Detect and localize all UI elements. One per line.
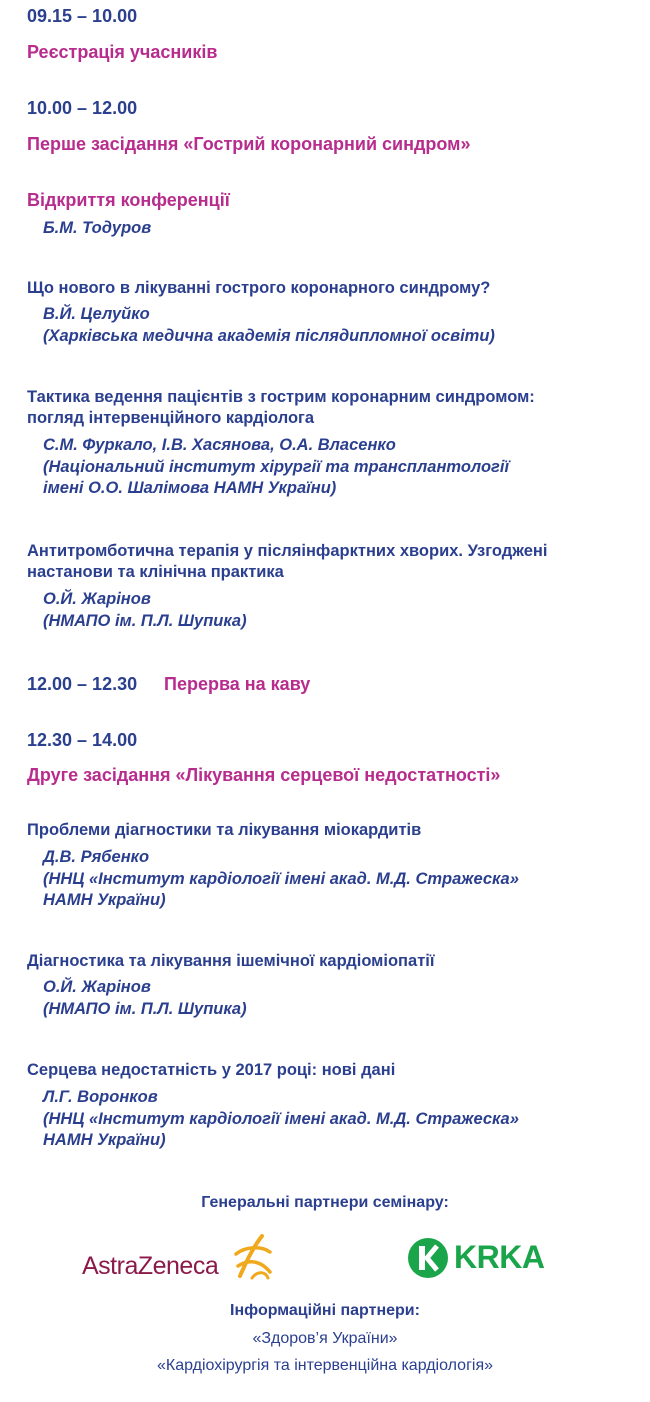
talk-5-speaker-block — [43, 977, 247, 1020]
talk-6-speaker-block — [43, 1087, 519, 1152]
astrazeneca-symbol-icon — [232, 1232, 274, 1282]
talk-3-affiliation: (НМАПО ім. П.Л. Шупика) — [43, 611, 247, 630]
astrazeneca-wordmark: AstraZeneca — [82, 1252, 219, 1280]
opening-title: Відкриття конференції — [27, 190, 230, 210]
info-partner-2: «Кардіохірургія та інтервенційна кардіологія» — [156, 1357, 494, 1374]
talk-4-affiliation-line-1: (ННЦ «Інститут кардіології імені акад. М.Д. Стражеска» — [43, 869, 519, 888]
talk-6-title: Серцева недостатність у 2017 році: нові дані — [27, 1061, 396, 1079]
talk-6-speaker: Л.Г. Воронков — [43, 1088, 158, 1106]
krka-wordmark: KRKA — [454, 1239, 545, 1275]
time-slot-3: 12.30 – 14.00 — [27, 730, 138, 750]
talk-6-affiliation-line-1: (ННЦ «Інститут кардіології імені акад. М.Д. Стражеска» — [43, 1109, 519, 1128]
opening-speaker: Б.М. Тодуров — [43, 219, 152, 237]
talk-1-speaker: В.Й. Целуйко — [43, 305, 150, 323]
talk-3-speaker: О.Й. Жарінов — [43, 590, 151, 608]
talk-3-title-block — [27, 541, 547, 583]
talk-2-affiliation-line-2: імені О.О. Шалімова НАМН України) — [43, 479, 337, 497]
info-partner-1: «Здоров’я України» — [252, 1330, 398, 1347]
session-1-title: Перше засідання «Гострий коронарний синдром» — [27, 134, 471, 154]
talk-2-speaker-block — [43, 435, 509, 500]
talk-5-speaker: О.Й. Жарінов — [43, 978, 151, 996]
talk-1-affiliation: (Харківська медична академія післядипломної освіти) — [43, 326, 495, 345]
talk-2-title-line-1: Тактика ведення пацієнтів з гострим коронарним синдромом: — [27, 388, 535, 406]
talk-1-speaker-block — [43, 304, 495, 347]
general-partners-title: Генеральні партнери семінару: — [201, 1194, 449, 1211]
talk-4-speaker-block — [43, 847, 519, 912]
talk-2-title-block — [27, 387, 535, 429]
coffee-break-title: Перерва на каву — [164, 674, 311, 694]
session-2-title: Друге засідання «Лікування серцевої недостатності» — [27, 765, 501, 785]
talk-2-affiliation-line-1: (Національний інститут хірургії та трансплантології — [43, 457, 510, 476]
talk-3-title-line-2: настанови та клінічна практика — [27, 563, 284, 581]
talk-3-speaker-block — [43, 589, 247, 632]
talk-3-title-line-1: Антитромботична терапія у післяінфарктних хворих. Узгоджені — [27, 542, 548, 560]
talk-1-title: Що нового в лікуванні гострого коронарного синдрому? — [27, 279, 491, 297]
talk-5-affiliation: (НМАПО ім. П.Л. Шупика) — [43, 999, 247, 1018]
astrazeneca-logo — [82, 1232, 282, 1282]
talk-4-affiliation-line-2: НАМН України) — [43, 891, 166, 909]
talk-5-title: Діагностика та лікування ішемічної кардіоміопатії — [27, 952, 435, 970]
talk-2-speaker: С.М. Фуркало, І.В. Хасянова, О.А. Власенко — [43, 436, 396, 454]
krka-k-icon — [406, 1236, 450, 1280]
info-partners-title: Інформаційні партнери: — [230, 1302, 420, 1319]
time-slot-2: 10.00 – 12.00 — [27, 98, 138, 118]
talk-4-title: Проблеми діагностики та лікування міокардитів — [27, 821, 422, 839]
registration-title: Реєстрація учасників — [27, 42, 218, 62]
krka-logo — [406, 1236, 556, 1280]
talk-6-affiliation-line-2: НАМН України) — [43, 1131, 166, 1149]
break-time: 12.00 – 12.30 — [27, 674, 138, 694]
talk-4-speaker: Д.В. Рябенко — [43, 848, 150, 866]
talk-2-title-line-2: погляд інтервенційного кардіолога — [27, 409, 315, 427]
time-slot-1: 09.15 – 10.00 — [27, 6, 138, 26]
